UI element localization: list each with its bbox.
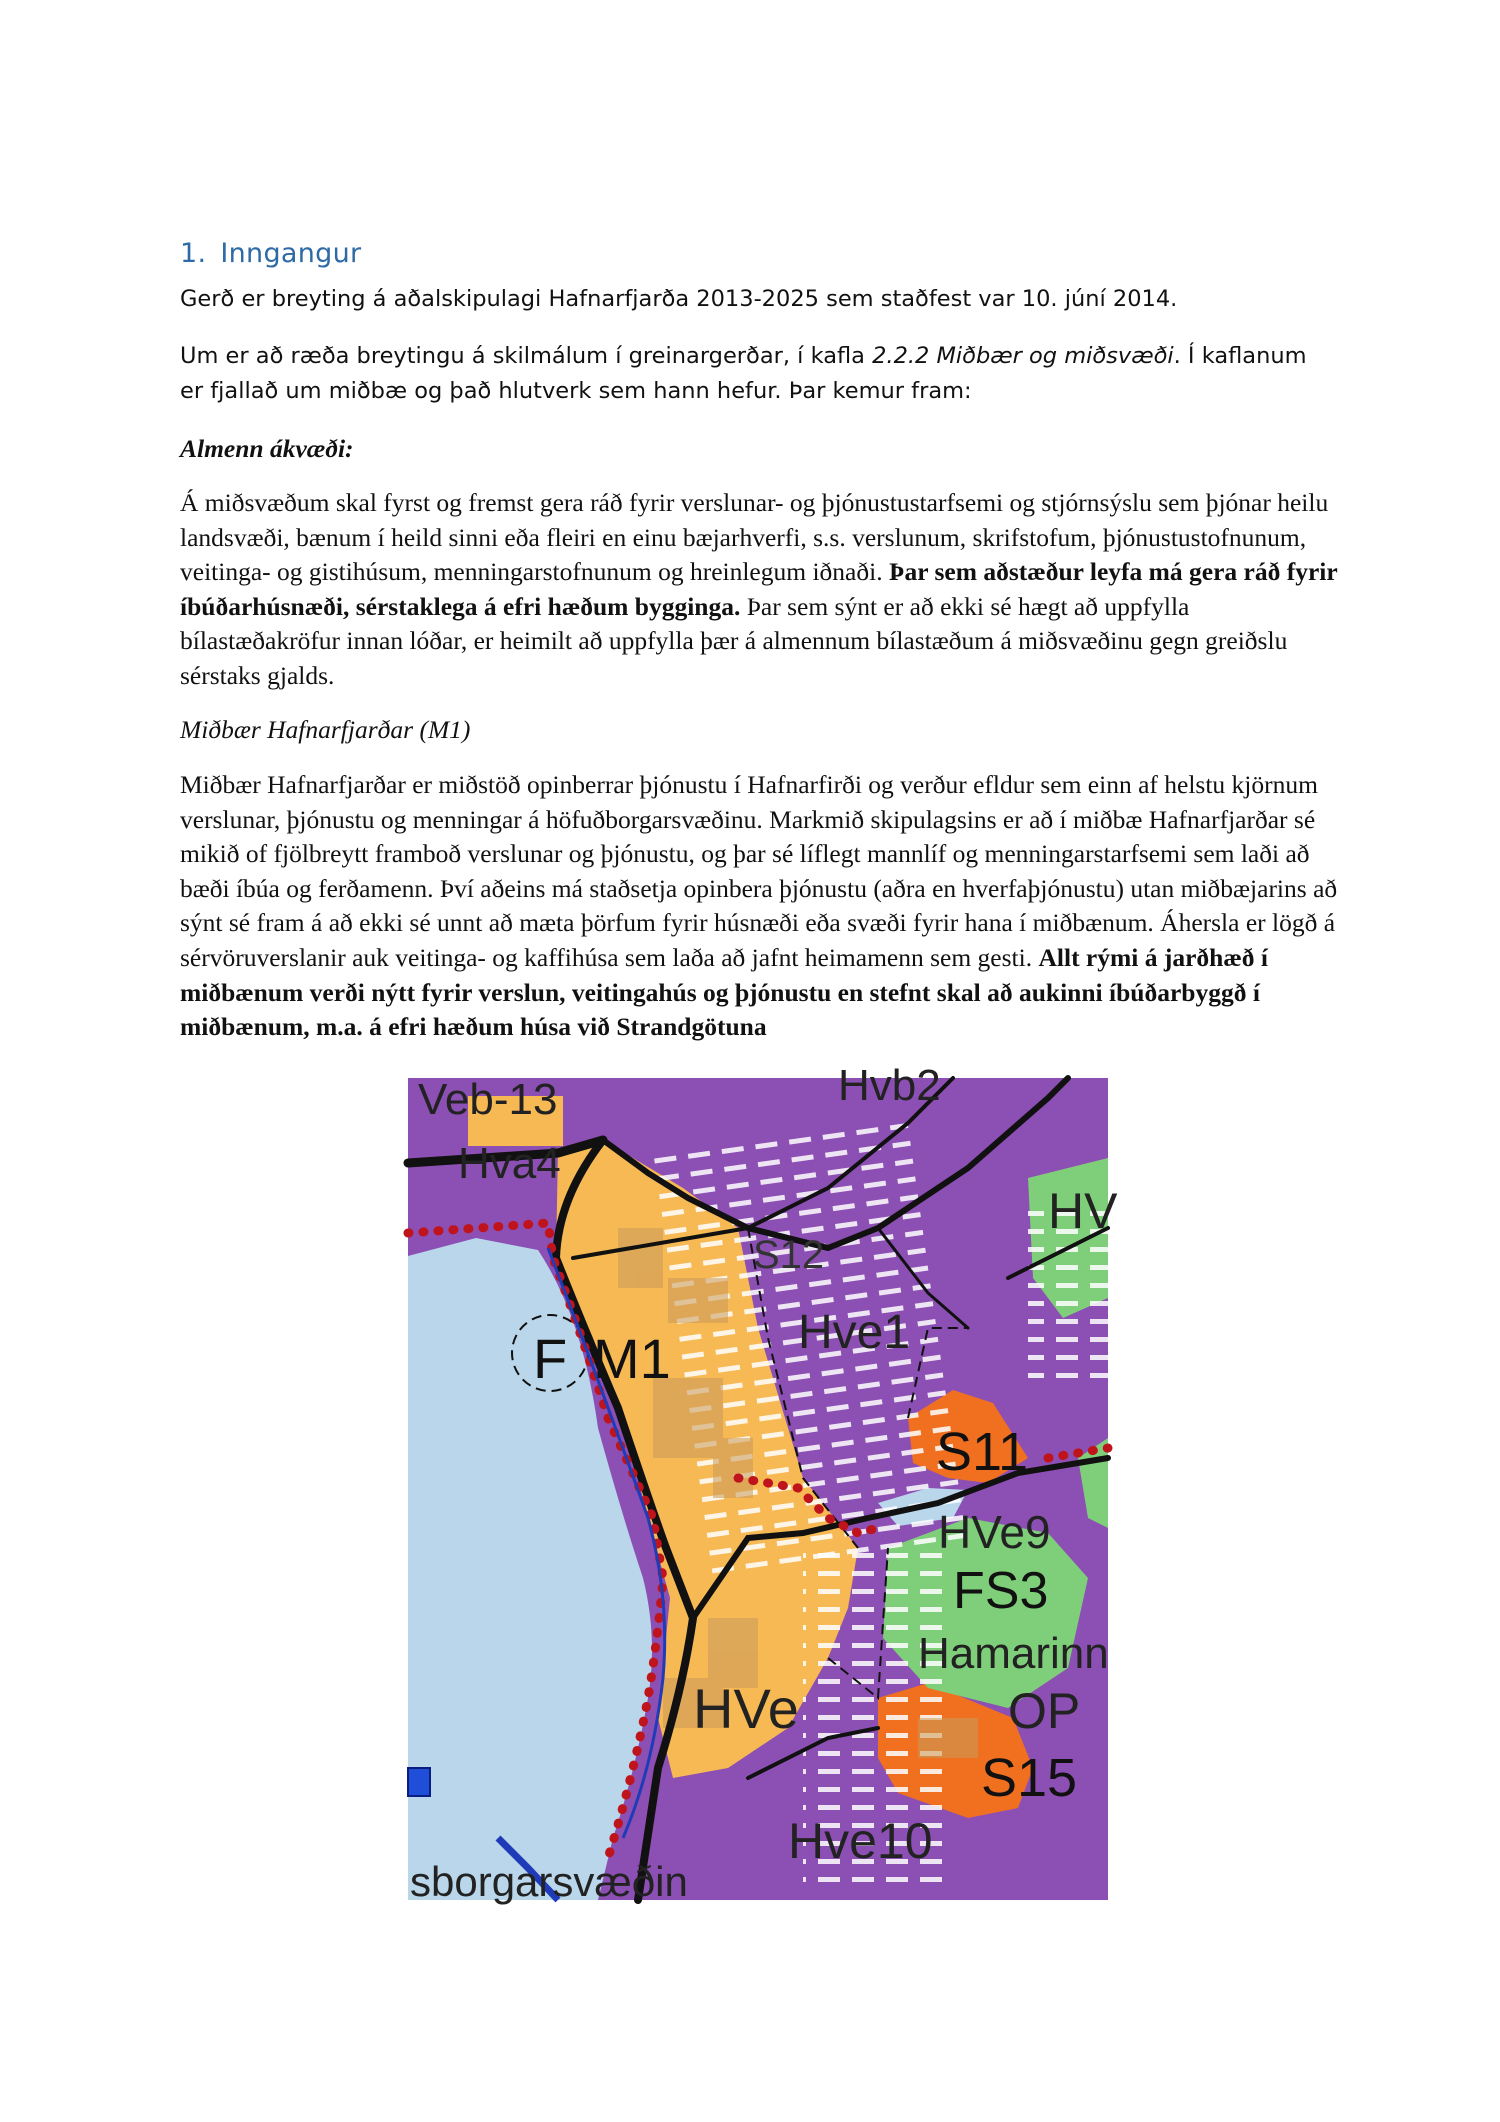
scope-text-end: . Í kaflanum er fjallað um miðbæ og það hlutverk sem hann hefur. Þar kemur fram:	[180, 343, 1307, 404]
general-provisions-heading: Almenn ákvæði:	[180, 434, 354, 463]
town-center-heading: Miðbær Hafnarfjarðar (M1)	[180, 715, 471, 744]
chapter-reference: 2.2.2 Miðbær og miðsvæði	[872, 343, 1174, 369]
general-text-end: Þar sem sýnt er að ekki sé hægt að uppfylla bílastæðakröfur innan lóðar, er heimilt að uppfylla þær á almennum bílastæðum á miðsvæðinu gegn greiðslu sérstaks gjalds.	[180, 591, 1288, 690]
label-s11: S11	[936, 1422, 1029, 1482]
label-op: OP	[1008, 1683, 1081, 1739]
town-center-text-bold: Allt rými á jarðhæð í miðbænum verði nýtt fyrir verslun, veitingahús og þjónustu en stefnt skal að aukinni íbúðarbyggð í miðbænum, m.a. á efri hæðum húsa við Strandgötuna	[180, 942, 1268, 1042]
scope-paragraph	[180, 339, 1330, 409]
label-f: F	[533, 1327, 568, 1390]
zoning-map	[408, 1061, 1118, 1905]
label-hve-top: Hve1	[798, 1306, 911, 1359]
intro-paragraph: Gerð er breyting á aðalskipulagi Hafnarfjarða 2013-2025 sem staðfest var 10. júní 2014.	[180, 286, 1178, 312]
section-number: 1.	[180, 238, 207, 269]
general-text-bold: Þar sem aðstæður leyfa má gera ráð fyrir íbúðarhúsnæði, sérstaklega á efri hæðum bygginga.	[180, 557, 1338, 621]
label-hva4: Hva4	[458, 1139, 561, 1188]
town-center-text: Miðbær Hafnarfjarðar er miðstöð opinberrar þjónustu í Hafnarfirði og verður efldur sem einn af helstu kjörnum verslunar, þjónustu og menningar á höfuðborgarsvæðinu. Markmið skipulagsins er að í miðbæ Hafnarfjarðar sé mikið of fjölbreytt framboð verslunar og þjónustu, og þar sé líflegt mannlíf og menningarstarfsemi sem laði að bæði íbúa og ferðamenn. Því aðeins má staðsetja opinbera þjónustu (aðra en hverfaþjónustu) utan miðbæjarins að sýnt sé fram á að ekki sé unnt að mæta þörfum fyrir húsnæði eða svæði fyrir hana í miðbænum. Áhersla er lögð á sérvöruverslanir auk veitinga- og kaffihúsa sem laða að jafnt heimamenn sem gesti.	[180, 770, 1338, 972]
label-sborgar: sborgarsvæðin	[410, 1858, 688, 1905]
label-top: Veb-13	[418, 1075, 558, 1124]
general-text-start: Á miðsvæðum skal fyrst og fremst gera ráð fyrir verslunar- og þjónustustarfsemi og stjórnsýslu sem þjónar heilu landsvæði, bænum í heild sinni eða fleiri en einu bæjarhverfi, s.s. verslunum, skrifstofum, þjónustustofnunum, veitinga- og gistihúsum, menningarstofnunum og hreinlegum iðnaði.	[180, 488, 1329, 587]
label-hv-right: HV	[1048, 1183, 1118, 1239]
label-top-right: Hvb2	[838, 1061, 941, 1110]
town-center-paragraph	[180, 768, 1340, 1045]
label-s15: S15	[981, 1748, 1078, 1808]
general-provisions-paragraph	[180, 486, 1340, 694]
label-hve-bottom: Hve10	[788, 1813, 933, 1869]
label-hve-mid: HVe9	[938, 1506, 1051, 1558]
label-m1: M1	[593, 1327, 671, 1390]
dock	[408, 1768, 430, 1796]
label-hamarinn: Hamarinn	[918, 1629, 1109, 1678]
section-title: Inngangur	[220, 238, 362, 269]
label-fs3: FS3	[953, 1562, 1049, 1620]
label-s12: S12	[753, 1233, 825, 1277]
label-hve-south: HVe	[693, 1677, 799, 1740]
scope-text-start: Um er að ræða breytingu á skilmálum í greinargerðar, í kafla	[180, 343, 873, 369]
section-heading	[180, 238, 361, 269]
